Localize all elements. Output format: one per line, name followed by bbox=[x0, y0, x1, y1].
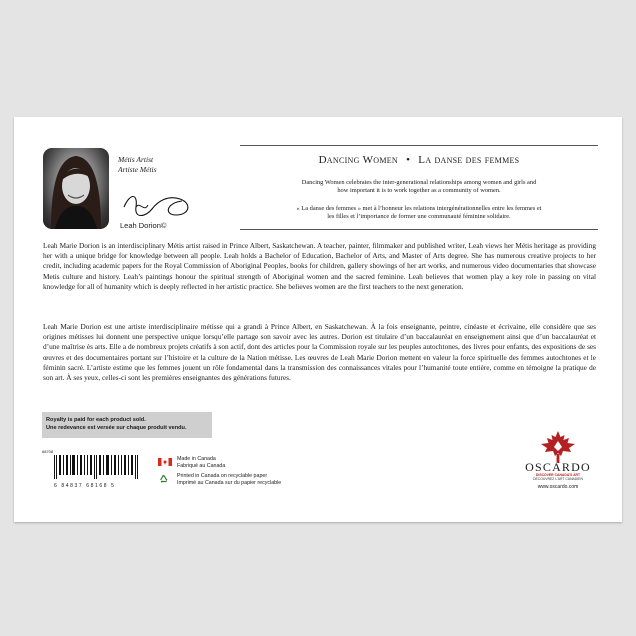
artist-photo bbox=[43, 148, 109, 229]
logo-name: OSCARDO bbox=[525, 460, 591, 474]
portrait-image bbox=[43, 148, 109, 229]
artist-label-en: Métis Artist bbox=[118, 155, 154, 164]
artist-signature bbox=[118, 187, 198, 223]
made-in-fr: Fabriqué au Canada bbox=[177, 462, 226, 469]
title-separator: • bbox=[406, 154, 411, 166]
recycled-paper bbox=[177, 473, 281, 486]
description-en-line2: how important it is to work together as a community of women. bbox=[337, 187, 501, 194]
royalty-notice bbox=[42, 412, 212, 438]
divider-top bbox=[240, 145, 598, 146]
barcode-digits: 6 84837 68168 5 bbox=[54, 483, 116, 489]
made-in-en: Made in Canada bbox=[177, 456, 216, 462]
royalty-en: Royalty is paid for each product sold. bbox=[46, 417, 146, 423]
logo-tagline-en: DISCOVER CANADA’S ART bbox=[535, 473, 581, 477]
royalty-fr: Une redevance est versée sur chaque produit vendu. bbox=[46, 425, 187, 431]
divider-bottom bbox=[240, 229, 598, 230]
product-card-back bbox=[14, 117, 622, 522]
artist-label bbox=[118, 155, 157, 175]
description-fr-line2: les filles et l’importance de former une communauté féminine solidaire. bbox=[327, 213, 511, 220]
logo-url: www.oscardo.com bbox=[537, 484, 579, 490]
made-in-canada bbox=[177, 456, 225, 469]
barcode-code: 68708 bbox=[42, 449, 54, 454]
recycle-icon bbox=[158, 474, 170, 486]
title-en: Dancing Women bbox=[318, 154, 399, 166]
signature-name: Leah Dorion© bbox=[120, 221, 167, 230]
logo-tagline-fr: DÉCOUVREZ L’ART CANADIEN bbox=[533, 477, 583, 481]
description-en-line1: Dancing Women celebrates the inter-generational relationships among women and girls and bbox=[301, 179, 537, 186]
recycled-fr: Imprimé au Canada sur du papier recyclable bbox=[177, 479, 282, 486]
description-fr-line1: « La danse des femmes » met à l’honneur les relations intergénérationnelles entre les femmes et bbox=[296, 205, 542, 212]
recycled-en: Printed in Canada on recyclable paper bbox=[177, 473, 268, 479]
artist-label-fr: Artiste Métis bbox=[118, 165, 157, 174]
bio-en: Leah Marie Dorion is an interdisciplinary Métis artist raised in Prince Albert, Saskatchewan. A teacher, painter, filmmaker and published writer, Leah views her Métis heritage as providing her with a unique bridge for knowledge between all people. Leah holds a Bachelor of Education, Bachelor of Arts, and Master of Arts degree. She has numerous creative projects to her credit, including academic papers for the Royal Commission of Aboriginal Peoples, books for children, gallery showings of her art works, and numerous video documentaries that showcase Metis culture and history. Leah’s paintings honour the spiritual strength of Aboriginal women and the sacred feminine. Leah believes that women play a key role in passing on vital knowledge for all of humanity which is deeply reflected in her artistic practice. She believes women are the first teachers to the next generation. bbox=[43, 241, 596, 291]
description-en bbox=[264, 179, 574, 195]
description-fr bbox=[264, 205, 574, 221]
canada-flag-icon bbox=[158, 458, 172, 466]
oscardo-logo-icon bbox=[539, 430, 577, 464]
bio-fr: Leah Marie Dorion est une artiste interdisciplinaire métisse qui a grandi à Prince Albert, en Saskatchewan. À la fois enseignante, peintre, cinéaste et écrivaine, elle considère que ses origines métisses lui donnent une perspective unique lorsqu’elle partage son savoir avec les autres. Dorion est titulaire d’un baccalauréat en enseignement ainsi que d’un baccalauréat et d’une maîtrise ès arts. Elle a de nombreux projets créatifs à son actif, dont des articles pour la Commission royale sur les peuples autochtones, des livres pour enfants, des expositions de ses œuvres et des documentaires portant sur l’histoire et la culture de la Nation métisse. Les œuvres de Leah Marie Dorion mettent en valeur la force spirituelle des femmes autochtones et le féminin sacré. L’artiste estime que les femmes jouent un rôle fondamental dans la transmission des connaissances vitales pour l’humanité toute entière, comme en témoigne la pratique de son art. À ses yeux, celles-ci sont les premières enseignantes des générations futures. bbox=[43, 322, 596, 383]
title-fr: La danse des femmes bbox=[418, 154, 520, 166]
artwork-title bbox=[240, 154, 598, 166]
